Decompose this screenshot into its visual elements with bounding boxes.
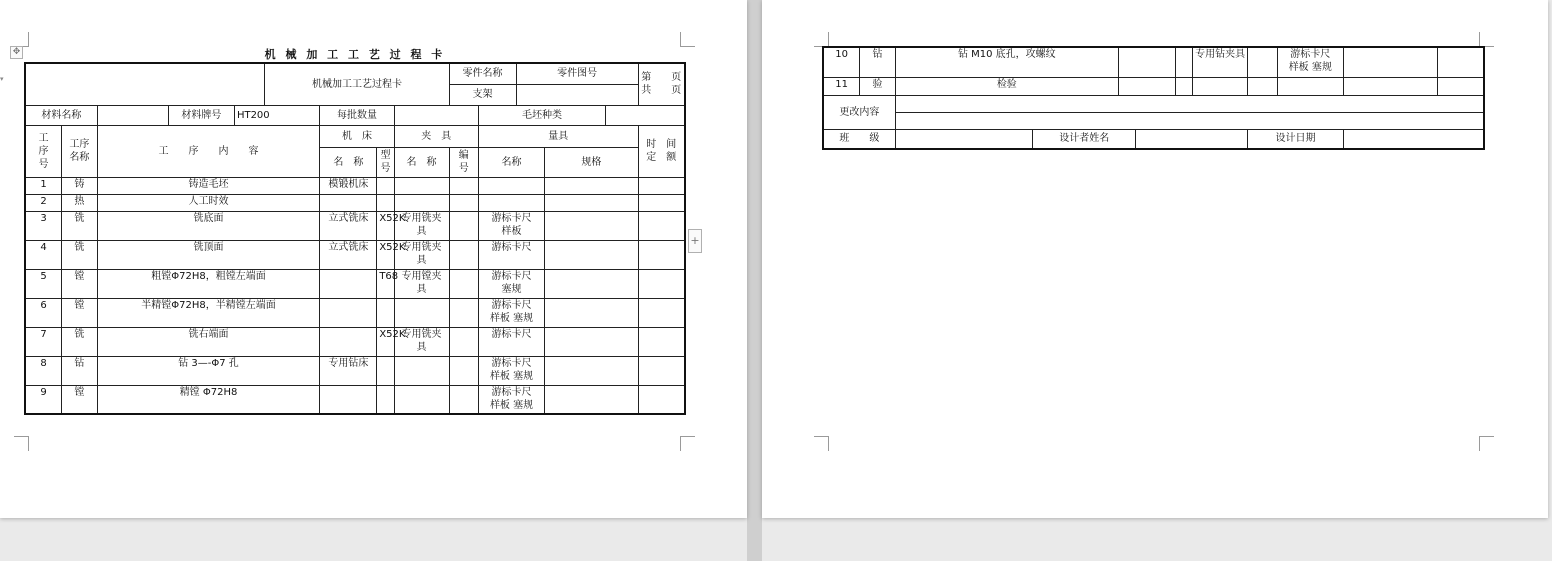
fixture-name-cell[interactable] [394,298,449,327]
material-grade-label: 材料牌号 [168,105,234,125]
machine-model-cell[interactable]: X52K [377,211,394,240]
gauge-spec-cell[interactable] [545,269,639,298]
gauge-name-cell[interactable] [478,194,544,211]
time-quota-cell[interactable] [638,356,685,385]
op-content-cell[interactable]: 精镗 Φ72H8 [97,385,320,414]
gauge-spec-cell[interactable] [545,194,639,211]
machine-name-cell[interactable]: 立式铣床 [320,240,377,269]
fixture-name-cell[interactable] [1193,77,1248,95]
gauge-spec-cell[interactable] [545,177,639,194]
fixture-name-cell[interactable]: 专用铣夹具 [394,240,449,269]
machine-model-cell[interactable] [377,194,394,211]
op-name-cell[interactable]: 钻 [62,356,98,385]
ruler-marker: ▾ [0,75,4,83]
fixture-no-cell[interactable] [449,327,478,356]
design-date-label: 设计日期 [1248,129,1344,149]
table-row [25,298,685,327]
gauge-spec-cell[interactable] [545,298,639,327]
fixture-no-cell[interactable] [449,269,478,298]
machine-name-cell[interactable]: 模锻机床 [320,177,377,194]
machine-name-cell[interactable] [320,194,377,211]
crop-mark [814,436,829,451]
change-content-label: 更改内容 [823,95,895,129]
op-no-cell[interactable]: 3 [25,211,62,240]
class-label: 班 级 [823,129,895,149]
table-row [25,385,685,414]
machine-name-cell[interactable]: 专用钻床 [320,356,377,385]
op-no-cell[interactable]: 6 [25,298,62,327]
op-content-cell[interactable]: 铣底面 [97,211,320,240]
table-move-icon[interactable]: ✥ [10,46,23,59]
machine-name-cell[interactable] [320,327,377,356]
col-gauge-name: 名称 [478,147,544,177]
change-content-line-1[interactable] [895,95,1484,112]
op-content-cell[interactable]: 铣顶面 [97,240,320,269]
op-content-cell[interactable]: 粗镗Φ72H8，粗镗左端面 [97,269,320,298]
table-row [25,327,685,356]
machine-model-cell[interactable] [377,298,394,327]
op-content-cell[interactable]: 人工时效 [97,194,320,211]
fixture-name-cell[interactable]: 专用铣夹具 [394,211,449,240]
gauge-name-cell[interactable]: 游标卡尺 样板 塞规 [478,385,544,414]
time-quota-cell[interactable] [1437,47,1484,77]
process-card-table-continued [822,46,1485,150]
col-op-no: 工 序 号 [25,125,62,177]
table-row [25,211,685,240]
gauge-name-cell[interactable]: 游标卡尺 [478,240,544,269]
op-content-cell[interactable]: 检验 [895,77,1118,95]
gauge-spec-cell[interactable] [1343,47,1437,77]
op-content-cell[interactable]: 钻 3—-Φ7 孔 [97,356,320,385]
fixture-name-cell[interactable]: 专用钻夹具 [1193,47,1248,77]
document-title: 机 械 加 工 工 艺 过 程 卡 [264,48,446,61]
op-name-cell[interactable]: 铣 [62,327,98,356]
op-name-cell[interactable]: 热 [62,194,98,211]
designer-value[interactable] [1136,129,1248,149]
op-no-cell[interactable]: 4 [25,240,62,269]
crop-mark [814,32,829,47]
crop-mark [14,32,29,47]
gauge-spec-cell[interactable] [545,327,639,356]
op-no-cell[interactable]: 10 [823,47,860,77]
fixture-no-cell[interactable] [1248,77,1278,95]
gauge-name-cell[interactable]: 游标卡尺 样板 塞规 [478,356,544,385]
fixture-no-cell[interactable] [449,177,478,194]
machine-model-cell[interactable]: X52K [377,327,394,356]
fixture-no-cell[interactable] [449,194,478,211]
fixture-name-cell[interactable] [394,194,449,211]
time-quota-cell[interactable] [638,269,685,298]
table-row [25,177,685,194]
machine-model-cell[interactable] [377,177,394,194]
fixture-name-cell[interactable]: 专用镗夹具 [394,269,449,298]
batch-qty-value[interactable] [394,105,478,125]
table-row [823,77,1484,95]
table-row [25,194,685,211]
col-fixture-no: 编 号 [449,147,478,177]
time-quota-cell[interactable] [638,240,685,269]
gauge-name-cell[interactable]: 游标卡尺 样板 塞规 [1277,47,1343,77]
time-quota-cell[interactable] [638,211,685,240]
gauge-name-cell[interactable] [478,177,544,194]
col-op-name: 工序 名称 [62,125,98,177]
fixture-no-cell[interactable] [449,385,478,414]
col-machine-name: 名 称 [320,147,377,177]
table-row [25,356,685,385]
time-quota-cell[interactable] [1437,77,1484,95]
blank-type-value[interactable] [606,105,685,125]
header-blank [25,63,265,105]
op-no-cell[interactable]: 2 [25,194,62,211]
class-value[interactable] [895,129,1032,149]
op-no-cell[interactable]: 1 [25,177,62,194]
col-fixture: 夹 具 [394,125,478,147]
machine-model-cell[interactable] [377,356,394,385]
design-date-value[interactable] [1343,129,1484,149]
gauge-name-cell[interactable]: 游标卡尺 塞规 [478,269,544,298]
op-no-cell[interactable]: 9 [25,385,62,414]
op-name-cell[interactable]: 铸 [62,177,98,194]
material-grade-value[interactable]: HT200 [234,105,319,125]
fixture-no-cell[interactable] [449,211,478,240]
process-rows [25,177,685,414]
crop-mark [680,436,695,451]
page-total-label: 共 页 [641,85,682,97]
crop-mark [680,32,695,47]
fixture-name-cell[interactable] [394,356,449,385]
gauge-name-cell[interactable]: 游标卡尺 [478,327,544,356]
crop-mark [1479,436,1494,451]
machine-model-cell[interactable] [1175,77,1192,95]
machine-name-cell[interactable] [1118,47,1175,77]
col-machine: 机 床 [320,125,394,147]
op-no-cell[interactable]: 5 [25,269,62,298]
material-name-value[interactable] [97,105,168,125]
part-name-value[interactable]: 支架 [449,84,516,105]
process-card-table [24,62,686,415]
op-no-cell[interactable]: 11 [823,77,860,95]
fixture-no-cell[interactable] [1248,47,1278,77]
part-drawing-label: 零件图号 [516,63,638,84]
fixture-no-cell[interactable] [449,240,478,269]
page-number-label: 第 页 [641,72,682,84]
page-gutter [747,0,762,561]
time-quota-cell[interactable] [638,177,685,194]
fixture-no-cell[interactable] [449,356,478,385]
part-drawing-value[interactable] [516,84,638,105]
document-page-1 [0,0,747,518]
change-content-line-2[interactable] [895,112,1484,129]
gauge-spec-cell[interactable] [545,385,639,414]
machine-name-cell[interactable] [1118,77,1175,95]
crop-mark [1479,32,1494,47]
gauge-spec-cell[interactable] [1343,77,1437,95]
crop-mark [14,436,29,451]
op-name-cell[interactable]: 铣 [62,211,98,240]
machine-name-cell[interactable]: 立式铣床 [320,211,377,240]
fixture-name-cell[interactable] [394,385,449,414]
table-row [25,240,685,269]
gauge-spec-cell[interactable] [545,211,639,240]
table-row [25,269,685,298]
col-gauge: 量具 [478,125,638,147]
op-content-cell[interactable]: 铣右端面 [97,327,320,356]
table-row [823,47,1484,77]
op-name-cell[interactable]: 镗 [62,298,98,327]
machine-name-cell[interactable] [320,298,377,327]
blank-type-label: 毛坯种类 [478,105,605,125]
add-row-icon[interactable]: + [688,229,702,253]
gauge-spec-cell[interactable] [545,356,639,385]
machine-model-cell[interactable]: X52K [377,240,394,269]
op-name-cell[interactable]: 验 [860,77,896,95]
col-fixture-name: 名 称 [394,147,449,177]
op-name-cell[interactable]: 镗 [62,385,98,414]
op-name-cell[interactable]: 铣 [62,240,98,269]
batch-qty-label: 每批数量 [320,105,394,125]
col-time-quota: 时 间 定 额 [638,125,685,177]
time-quota-cell[interactable] [638,385,685,414]
fixture-name-cell[interactable] [394,177,449,194]
op-content-cell[interactable]: 铸造毛坯 [97,177,320,194]
machine-model-cell[interactable] [377,385,394,414]
time-quota-cell[interactable] [638,327,685,356]
fixture-name-cell[interactable]: 专用铣夹具 [394,327,449,356]
gauge-name-cell[interactable]: 游标卡尺 样板 塞规 [478,298,544,327]
material-name-label: 材料名称 [25,105,97,125]
machine-name-cell[interactable] [320,385,377,414]
op-name-cell[interactable]: 钻 [860,47,896,77]
designer-label: 设计者姓名 [1033,129,1136,149]
col-machine-model: 型 号 [377,147,394,177]
time-quota-cell[interactable] [638,194,685,211]
part-name-label: 零件名称 [449,63,516,84]
machine-name-cell[interactable] [320,269,377,298]
gauge-spec-cell[interactable] [545,240,639,269]
page-count [638,63,685,105]
gauge-name-cell[interactable]: 游标卡尺 样板 [478,211,544,240]
card-name: 机械加工工艺过程卡 [265,63,449,105]
op-no-cell[interactable]: 7 [25,327,62,356]
op-content-cell[interactable]: 钻 M10 底孔，攻螺纹 [895,47,1118,77]
op-content-cell[interactable]: 半精镗Φ72H8，半精镗左端面 [97,298,320,327]
machine-model-cell[interactable]: T68 [377,269,394,298]
col-op-content: 工 序 内 容 [97,125,320,177]
process-rows-continued [823,47,1484,95]
fixture-no-cell[interactable] [449,298,478,327]
op-name-cell[interactable]: 镗 [62,269,98,298]
col-gauge-spec: 规格 [545,147,639,177]
time-quota-cell[interactable] [638,298,685,327]
op-no-cell[interactable]: 8 [25,356,62,385]
gauge-name-cell[interactable] [1277,77,1343,95]
machine-model-cell[interactable] [1175,47,1192,77]
